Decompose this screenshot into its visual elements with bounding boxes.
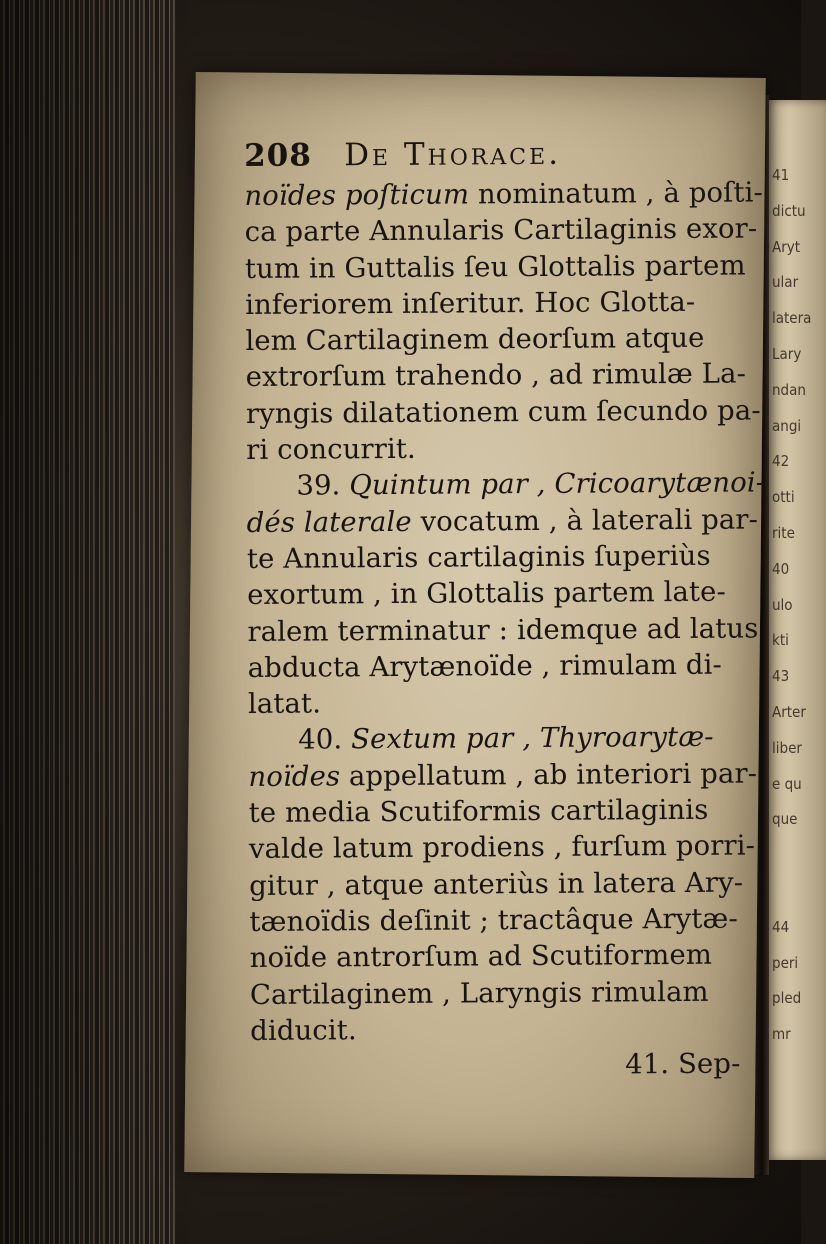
page-number: 208 — [244, 137, 312, 174]
margin-fragment: ulo — [772, 595, 793, 614]
italic-term: Sextum par , Thyroarytæ- — [350, 721, 714, 756]
text-line — [246, 356, 756, 396]
text-segment: gitur , atque anteriùs in latera Ary- — [249, 866, 744, 902]
margin-fragment: e qu — [772, 774, 802, 793]
text-segment: inferiorem inſeritur. Hoc Glotta- — [245, 285, 696, 321]
text-segment: 40. — [298, 723, 352, 757]
italic-term: noïdes — [248, 760, 341, 793]
margin-fragment: que — [772, 810, 798, 829]
text-segment: abducta Arytænoïde , rimulam di- — [247, 648, 722, 684]
margin-fragment: Lary — [772, 344, 802, 363]
text-segment: valde latum prodiens , furſum porri- — [248, 829, 756, 866]
margin-fragment: 41 — [772, 166, 790, 184]
text-line — [246, 429, 756, 469]
margin-fragment: 42 — [772, 452, 790, 471]
body-text — [244, 174, 766, 1049]
margin-fragment: otti — [772, 488, 795, 507]
text-line — [244, 211, 758, 251]
text-line — [249, 791, 759, 831]
italic-term: Quintum par , Cricoarytænoi- — [349, 466, 766, 502]
text-segment: tænoïdis deſinit ; tractâque Arytæ- — [249, 902, 738, 938]
text-segment: ryngis dilatationem cum ſecundo pa- — [245, 394, 761, 430]
text-segment: ca parte Annularis Cartilaginis exor- — [244, 212, 758, 249]
text-segment: extrorſum trahendo , ad rimulæ La- — [245, 357, 747, 394]
text-line — [244, 174, 763, 214]
margin-fragment: 44 — [772, 917, 790, 936]
text-segment: diducit. — [250, 1014, 357, 1047]
margin-fragment: ular — [772, 273, 799, 292]
text-line — [249, 864, 759, 904]
text-segment: Cartilaginem , Laryngis rimulam — [249, 975, 709, 1011]
margin-fragment: mr — [772, 1025, 791, 1044]
text-line — [247, 537, 757, 577]
italic-term: noïdes poſticum — [244, 178, 470, 212]
text-segment: vocatum , à laterali par- — [411, 503, 759, 538]
text-line — [245, 247, 755, 287]
text-segment: te Annularis cartilaginis ſuperiùs — [246, 539, 711, 575]
adjacent-page-text-fragments — [772, 158, 812, 1053]
margin-fragment: rite — [772, 523, 795, 542]
margin-fragment — [772, 874, 812, 910]
margin-fragment: dictu — [772, 201, 806, 220]
text-line — [249, 900, 759, 940]
text-line — [250, 973, 760, 1013]
text-line — [249, 828, 759, 868]
margin-fragment: 43 — [772, 667, 790, 686]
text-segment: exortum , in Glottalis partem late- — [247, 575, 726, 612]
margin-fragment: Aryt — [772, 237, 801, 256]
text-line — [248, 755, 758, 795]
margin-fragment: latera — [772, 309, 812, 328]
text-segment: appellatum , ab interiori par- — [340, 757, 758, 793]
text-segment: nominatum , à poſti- — [468, 176, 763, 211]
margin-fragment — [772, 838, 812, 874]
running-head: De Thorace. — [343, 135, 562, 174]
text-line — [246, 465, 766, 505]
text-line — [245, 320, 755, 360]
page-header — [244, 134, 754, 178]
text-segment: ralem terminatur : idemque ad latus — [247, 611, 759, 648]
text-segment: lem Cartilaginem deorſum atque — [245, 321, 705, 358]
text-line — [245, 283, 755, 323]
text-segment: latat. — [247, 687, 322, 721]
text-line — [247, 610, 757, 650]
margin-fragment: pled — [772, 989, 802, 1008]
text-line — [248, 683, 758, 723]
text-segment: te media Scutiformis cartilaginis — [248, 793, 709, 830]
text-segment: ri concurrit. — [246, 432, 416, 467]
text-line — [247, 574, 757, 614]
text-segment: noïde antrorſum ad Scutiformem — [249, 938, 713, 975]
binding-shadow — [0, 0, 200, 1244]
text-line — [248, 719, 758, 759]
margin-fragment: peri — [772, 953, 799, 972]
page-text — [244, 134, 766, 1085]
margin-fragment: liber — [772, 738, 802, 757]
text-line — [250, 937, 760, 977]
margin-fragment: 40 — [772, 559, 790, 578]
margin-fragment: ndan — [772, 380, 806, 399]
margin-fragment: Arter — [772, 702, 806, 721]
margin-fragment: angi — [772, 416, 802, 435]
text-line — [248, 646, 758, 686]
text-line — [247, 501, 757, 541]
margin-fragment: kti — [772, 631, 789, 650]
catchword: 41. Sep- — [625, 1047, 741, 1081]
italic-term: dés laterale — [246, 505, 412, 539]
text-segment: 39. — [296, 469, 350, 503]
text-line — [245, 392, 761, 432]
text-line — [250, 1009, 760, 1049]
text-segment: tum in Guttalis ſeu Glottalis partem — [244, 249, 746, 285]
